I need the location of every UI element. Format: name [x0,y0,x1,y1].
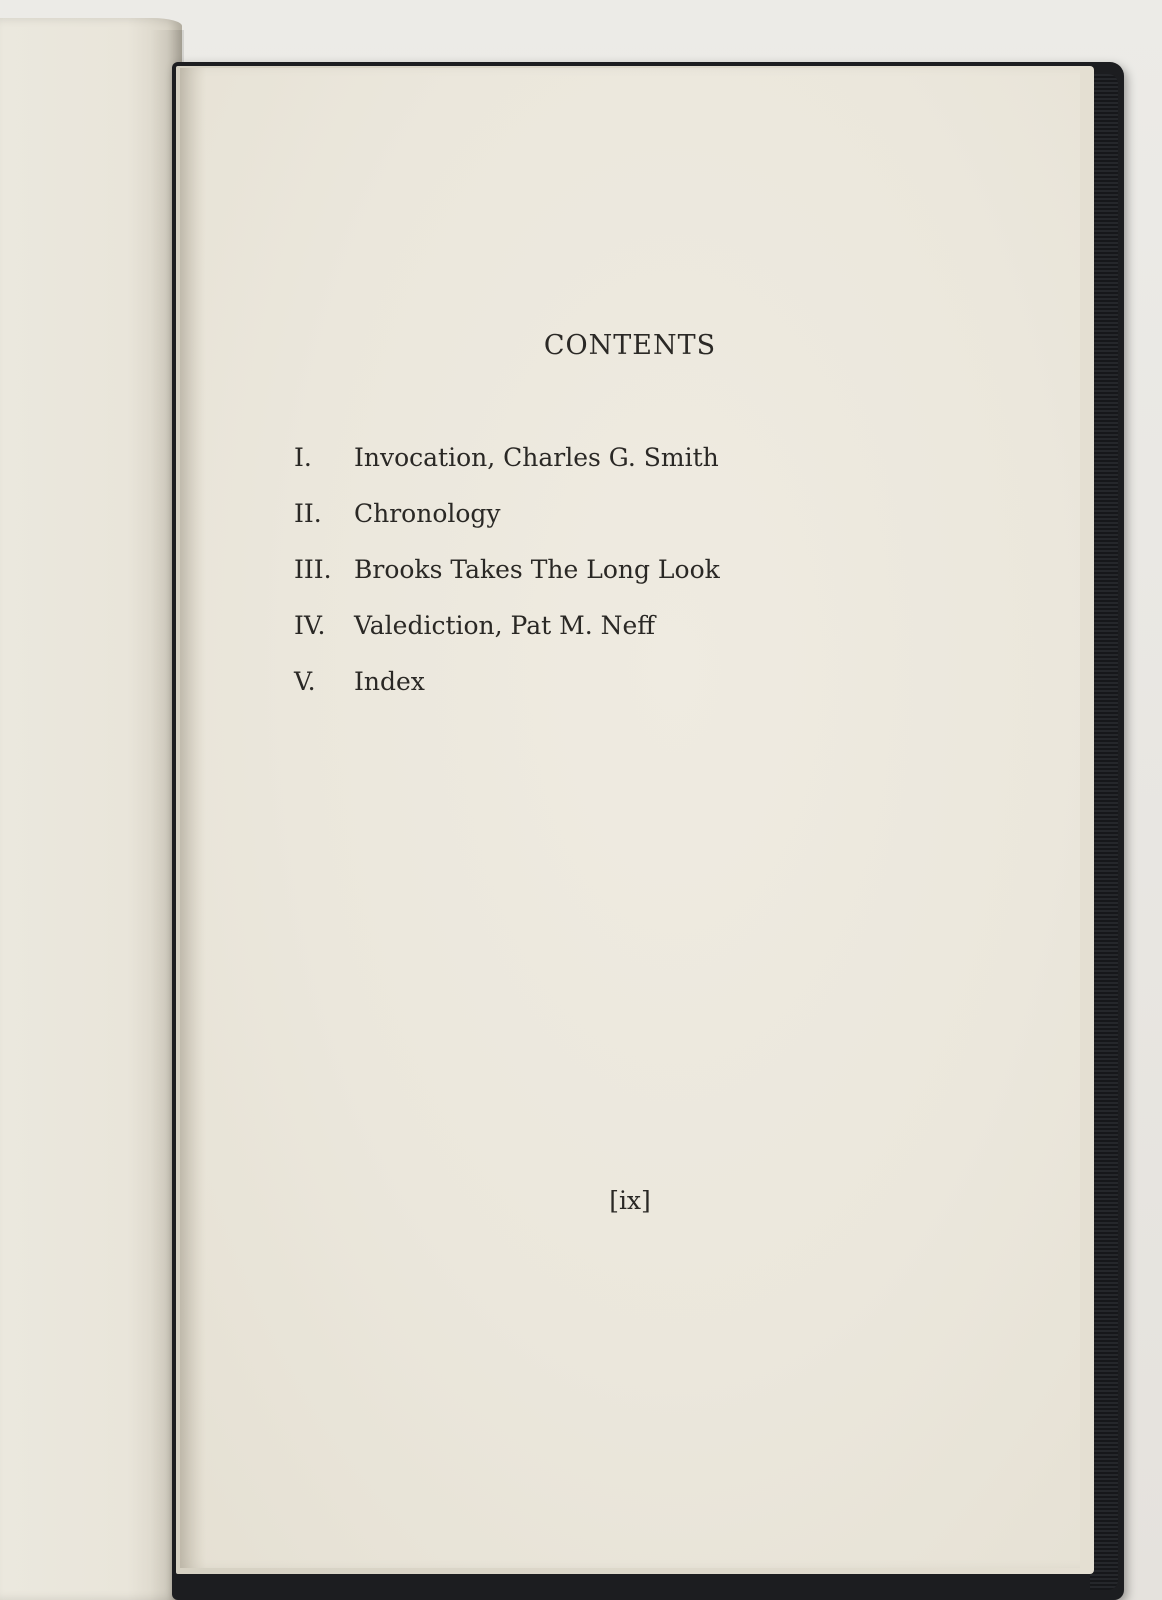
toc-entry-numeral: II. [294,499,322,528]
toc-entry-title: Index [354,667,425,696]
toc-entry-numeral: III. [294,555,332,584]
toc-entry-title: Invocation, Charles G. Smith [354,443,719,472]
contents-page [180,68,1080,1568]
toc-entry-title: Brooks Takes The Long Look [354,555,720,584]
page-title: CONTENTS [543,330,717,361]
toc-entry-3 [294,542,720,598]
page-gutter [180,68,206,1568]
toc-entry-numeral: V. [294,667,316,696]
toc-entry-4 [294,598,720,654]
toc-entry-1 [294,430,720,486]
page-number: [ix] [609,1186,651,1215]
toc-entry-title: Valediction, Pat M. Neff [354,611,656,640]
toc-entry-5 [294,654,720,710]
toc-entry-numeral: IV. [294,611,326,640]
toc-entry-2 [294,486,720,542]
table-of-contents [294,430,720,710]
book-cover-edge [1090,74,1118,1590]
toc-entry-title: Chronology [354,499,501,528]
toc-entry-numeral: I. [294,443,312,472]
